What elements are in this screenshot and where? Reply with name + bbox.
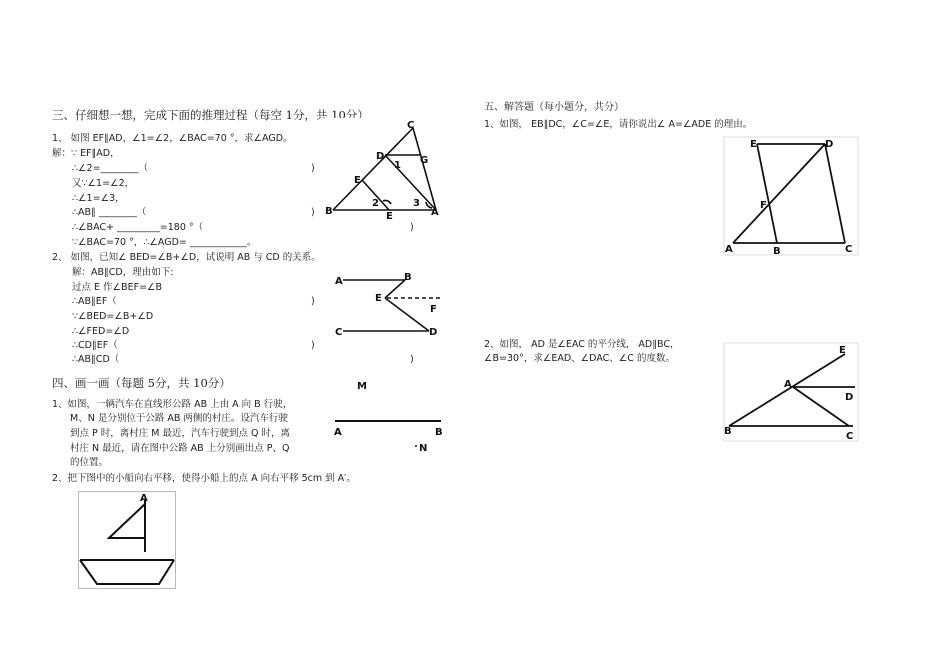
fig1-label-g: G [420,155,429,166]
q1-line-5: ∴AB∥ ________（ [72,207,147,218]
fig5-label-b: B [773,246,781,256]
q2-paren-1: ) [311,340,315,351]
fig1-label-b: B [325,206,333,217]
q1-line-2: ∴∠2=________（ [72,163,149,174]
fig5-line-eb [757,144,777,243]
s4-q1-line-3: 村庄 N 最近，请在图中公路 AB 上分别画出点 P、Q [70,443,290,454]
q1-line-7: ∵∠BAC=70 °，∴∠AGD= ____________。 [72,237,257,248]
fig1-angle-2-arc [383,200,391,204]
fig2-label-f: F [430,304,437,315]
fig2-label-c: C [335,327,343,338]
section4-heading: 四、画一画（每题 5分，共 10分） [52,376,231,390]
q1-paren-1: ) [311,207,315,218]
section3-heading: 三、仔细想一想，完成下面的推理过程（每空 1分，共 10分） [52,108,369,122]
figure-triangle-parallel [323,118,443,222]
fig6-label-a: A [784,379,792,390]
fig4-sail [109,504,145,538]
fig4-frame [79,492,176,589]
s4-q1-line-1: M、N 是分别位于公路 AB 两侧的村庄。设汽车行驶 [70,413,288,424]
fig6-label-c: C [846,431,854,442]
q2-line-7: ∴AB∥CD（ [72,354,120,365]
q1-line-1: 解：∵ EF∥AD， [52,148,120,159]
fig6-label-d: D [845,392,854,403]
fig6-label-e: E [839,345,846,356]
section5-heading: 五、解答题（每小题分，共分） [484,102,624,113]
q2-line-1: 解：AB∥CD，理由如下: [72,267,174,278]
fig2-label-a: A [335,276,343,287]
fig1-label-d: D [376,151,385,162]
fig1-label-a: A [431,207,439,218]
q1-paren-2: ) [410,222,414,233]
s5-q2-line-0: 2、如图， AD 是∠EAC 的平分线， AD∥BC， [484,339,680,350]
figure-ab-cd-parallel [331,268,445,340]
fig1-label-c: C [407,120,415,131]
s4-q1-line-2: 到点 P 时，离村庄 M 最近，汽车行驶到点 Q 时，离 [70,428,291,439]
fig1-label-1: 1 [394,160,401,171]
q2-line-4: ∵∠BED=∠B+∠D [72,311,154,322]
fig5-label-a: A [725,244,733,255]
q2-paren-2: ) [410,354,414,365]
fig6-line-be [729,354,845,426]
q2-line-5: ∴∠FED=∠D [72,326,130,337]
figure-angle-bisector [723,342,859,442]
fig5-line-ad [733,144,825,243]
fig5-frame [724,137,858,255]
fig5-line-dc [825,144,845,243]
fig2-label-d: D [429,327,438,338]
fig6-label-b: B [724,426,732,437]
fig3-label-n: N [419,443,428,454]
fig3-label-m: M [357,381,367,392]
fig5-label-d: D [825,139,834,150]
q2-paren-0: ) [311,296,315,307]
fig1-label-2: 2 [372,198,379,209]
q1-paren-0: ) [311,163,315,174]
q2-line-2: 过点 E 作∠BEF=∠B [72,282,163,293]
figure-trapezoid [723,136,859,256]
q1-line-4: ∴∠1=∠3， [72,193,125,204]
q1-line-6: ∴∠BAC+ _________=180 °（ [72,222,204,233]
fig5-label-e: E [750,139,757,150]
fig3-point-n [415,445,417,447]
fig6-line-ac [793,387,849,426]
fig2-label-e: E [375,293,382,304]
fig4-label-a: A [140,493,148,504]
s4-q1-line-0: 1、如图，一辆汽车在直线形公路 AB 上由 A 向 B 行驶， [52,399,293,410]
s4-q1-line-4: 的位置。 [70,457,109,468]
fig5-label-f: F [760,200,767,211]
fig2-label-b: B [404,272,412,283]
fig1-label-e2: E [386,211,393,222]
fig3-label-a: A [334,427,342,438]
fig1-label-3: 3 [413,198,420,209]
figure-sailboat [77,490,177,590]
s4-q2: 2、把下图中的小船向右平移，使得小船上的点 A 向右平移 5cm 到 A′。 [52,473,356,484]
fig3-label-b: B [435,427,443,438]
q1-line-0: 1、 如图 EF∥AD，∠1=∠2，∠BAC=70 °，求∠AGD。 [52,133,293,144]
q2-line-6: ∴CD∥EF（ [72,340,118,351]
q2-line-3: ∴AB∥EF（ [72,296,117,307]
fig2-line-ed [385,298,429,331]
s5-q2-line-1: ∠B=30°，求∠EAD、∠DAC、∠C 的度数。 [484,353,675,364]
fig2-line-be [385,280,405,298]
fig4-hull [80,560,174,584]
q2-line-0: 2、 如图，已知∠ BED=∠B+∠D，试说明 AB 与 CD 的关系。 [52,252,321,263]
q1-line-3: 又∵∠1=∠2， [72,178,135,189]
s5-q1: 1、如图， EB∥DC，∠C=∠E，请你说出∠ A=∠ADE 的理由。 [484,119,753,130]
fig5-label-c: C [845,244,853,255]
fig1-label-e: E [354,175,361,186]
figure-road-villages [331,379,447,455]
